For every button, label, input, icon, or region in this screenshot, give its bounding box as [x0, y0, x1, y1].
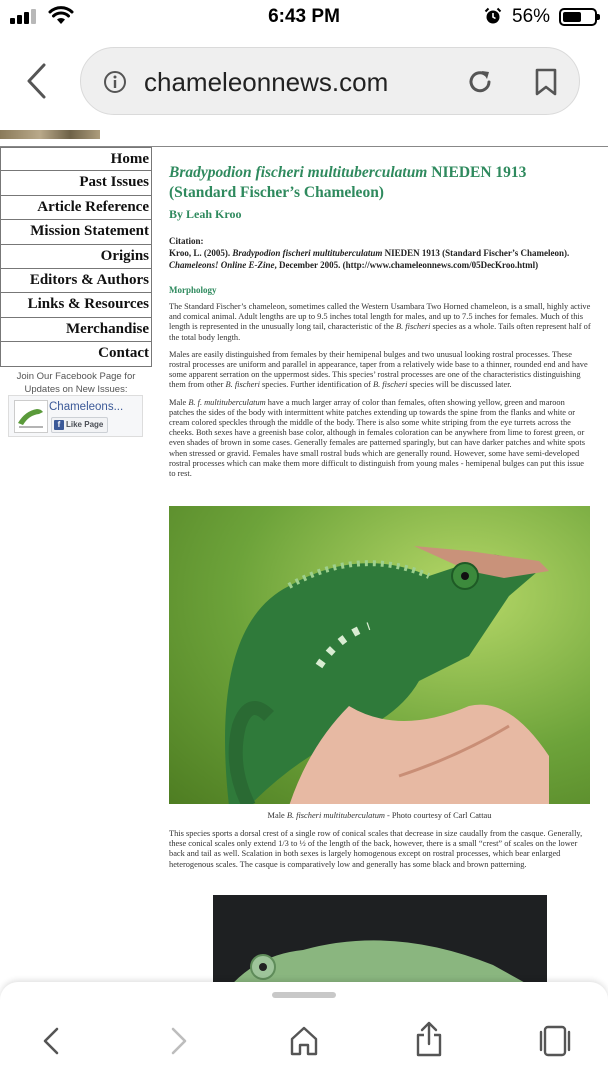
text: species as a whole. Tails often represent half of the total body length.: [169, 322, 591, 342]
browser-toolbar: [0, 982, 608, 1080]
clock: 6:43 PM: [268, 6, 340, 27]
species: B. fischeri: [372, 380, 408, 390]
nav-past-issues[interactable]: Past Issues: [0, 171, 152, 195]
article: [169, 163, 591, 479]
citation-part: Kroo, L. (2005).: [169, 248, 233, 258]
home-icon[interactable]: [289, 1025, 319, 1057]
tabs-icon[interactable]: [538, 1024, 572, 1058]
address-bar[interactable]: [80, 47, 580, 115]
nav-editors-authors[interactable]: Editors & Authors: [0, 269, 152, 293]
alarm-icon: [484, 7, 502, 25]
nav-merchandise[interactable]: Merchandise: [0, 318, 152, 342]
nav-article-reference[interactable]: Article Reference: [0, 196, 152, 220]
text: Males are easily distinguished from females by their hemipenal bulges and two unusual looking rostral processes. These rostral processes are uniform and parallel in appearance, taper from a relatively wide base to a thinner, rounded end and have some apparent serration on the uppermost sides. This species’ rostral processes are one of the characteristics distinguishing them from other: [169, 349, 588, 390]
nav-origins[interactable]: Origins: [0, 245, 152, 269]
citation-journal: Chameleons! Online E-Zine: [169, 259, 275, 270]
text: The Standard Fischer’s chameleon, sometimes called the Western Usambara Two Horned chameleon, is a small, highly active and comical animal. Adult lengths are up to 9.5 inches total length for males, and up to 7.5 inches for females. Much of this length is represented in the unusually long tail, characteristic of the: [169, 302, 591, 332]
info-icon[interactable]: [103, 70, 127, 94]
nav-contact[interactable]: Contact: [0, 342, 152, 366]
text: species. Further identification of: [259, 380, 373, 390]
facebook-like-button[interactable]: f Like Page: [51, 417, 108, 433]
facebook-page-name[interactable]: Chameleons...: [49, 401, 124, 413]
title-species: Bradypodion fischeri multituberculatum: [169, 164, 428, 181]
forward-icon[interactable]: [166, 1026, 190, 1056]
back-icon[interactable]: [40, 1026, 64, 1056]
chameleon-photo: [169, 506, 590, 804]
chameleon-illustration-2: [213, 895, 547, 982]
article-author: By Leah Kroo: [169, 207, 242, 221]
citation-species: Bradypodion fischeri multituberculatum: [232, 248, 383, 258]
species: B. fischeri: [395, 322, 431, 332]
citation-text: [169, 248, 591, 271]
title-rest: NIEDEN 1913 (Standard Fischer’s Chameleon): [169, 164, 527, 201]
header-image-strip: [0, 130, 100, 139]
nav-mission-statement[interactable]: Mission Statement: [0, 220, 152, 244]
paragraph-4: This species sports a dorsal crest of a single row of conical scales that decrease in size caudally from the casque. Generally, these conical scales only extend 1/3 to ½ of the length of the back, however, there is a small “crest” of scales on the lower back and tail as well. Scalation in both sexes is largely homogenous except on rostral processes, which bear enlarged heterogenous scales. The casque is comparatively low and generally has some black and brown patterning.: [169, 829, 583, 869]
web-page: [0, 130, 608, 982]
chameleon-illustration: [169, 506, 590, 804]
reload-icon[interactable]: [465, 67, 495, 97]
text: species will be discussed later.: [407, 380, 512, 390]
facebook-note: Join Our Facebook Page for Updates on New Issues:: [16, 371, 136, 395]
citation-part: , December 2005. (http://www.chameleonnews.com/05DecKroo.html): [274, 259, 539, 270]
photo-caption: [169, 811, 590, 820]
text: Male: [267, 811, 287, 820]
paragraph-2: [169, 350, 591, 391]
species: B. fischeri multituberculatum: [286, 811, 385, 820]
chameleon-logo-icon: [15, 401, 47, 432]
battery-percent: 56%: [512, 6, 551, 27]
species: B. fischeri: [225, 380, 260, 390]
bookmark-icon[interactable]: [533, 67, 559, 97]
share-icon[interactable]: [414, 1020, 444, 1058]
citation-label: Citation:: [169, 236, 204, 246]
site-navigation: [0, 147, 152, 367]
paragraph-3: [169, 398, 591, 480]
section-heading: Morphology: [169, 285, 217, 295]
nav-home[interactable]: Home: [0, 147, 152, 171]
text: have a much larger array of color than females, often showing yellow, green and maroon patches the sides of the body with intermittent white patches extending up towards the spine from the flanks and white or cream colored speckles through the middle of the body. There is also some white striping from the eye turrets across the cheeks. Both sexes have a greenish base color, although in females coloration can be anywhere from lime to forest green, or even shades of brown in some cases. Generally females are patterned sparingly, but can have darker patches and white spots when stressed or gravid. Females have small rostral buds which are generally round. However, some have semi-developed rostral processes which can make them more difficult to distinguish from young males - hemipenal bulges can put this issue to rest.: [169, 397, 585, 479]
paragraph-1: [169, 302, 591, 343]
status-bar: [0, 0, 608, 36]
chameleon-photo-2: [213, 895, 547, 982]
text: - Photo courtesy of Carl Cattau: [384, 811, 492, 820]
species: B. f. multituberculatum: [188, 397, 266, 407]
url-text[interactable]: chameleonnews.com: [144, 67, 389, 97]
drag-handle[interactable]: [272, 992, 336, 998]
facebook-page-widget[interactable]: [8, 395, 143, 437]
text: Male: [169, 397, 189, 407]
battery-icon: [559, 8, 597, 26]
citation-part: NIEDEN 1913 (Standard Fischer’s Chameleon).: [382, 248, 570, 258]
nav-links-resources[interactable]: Links & Resources: [0, 293, 152, 317]
browser-back-chevron-icon[interactable]: [24, 62, 48, 100]
article-title: [169, 163, 591, 203]
facebook-page-logo: [14, 400, 48, 433]
